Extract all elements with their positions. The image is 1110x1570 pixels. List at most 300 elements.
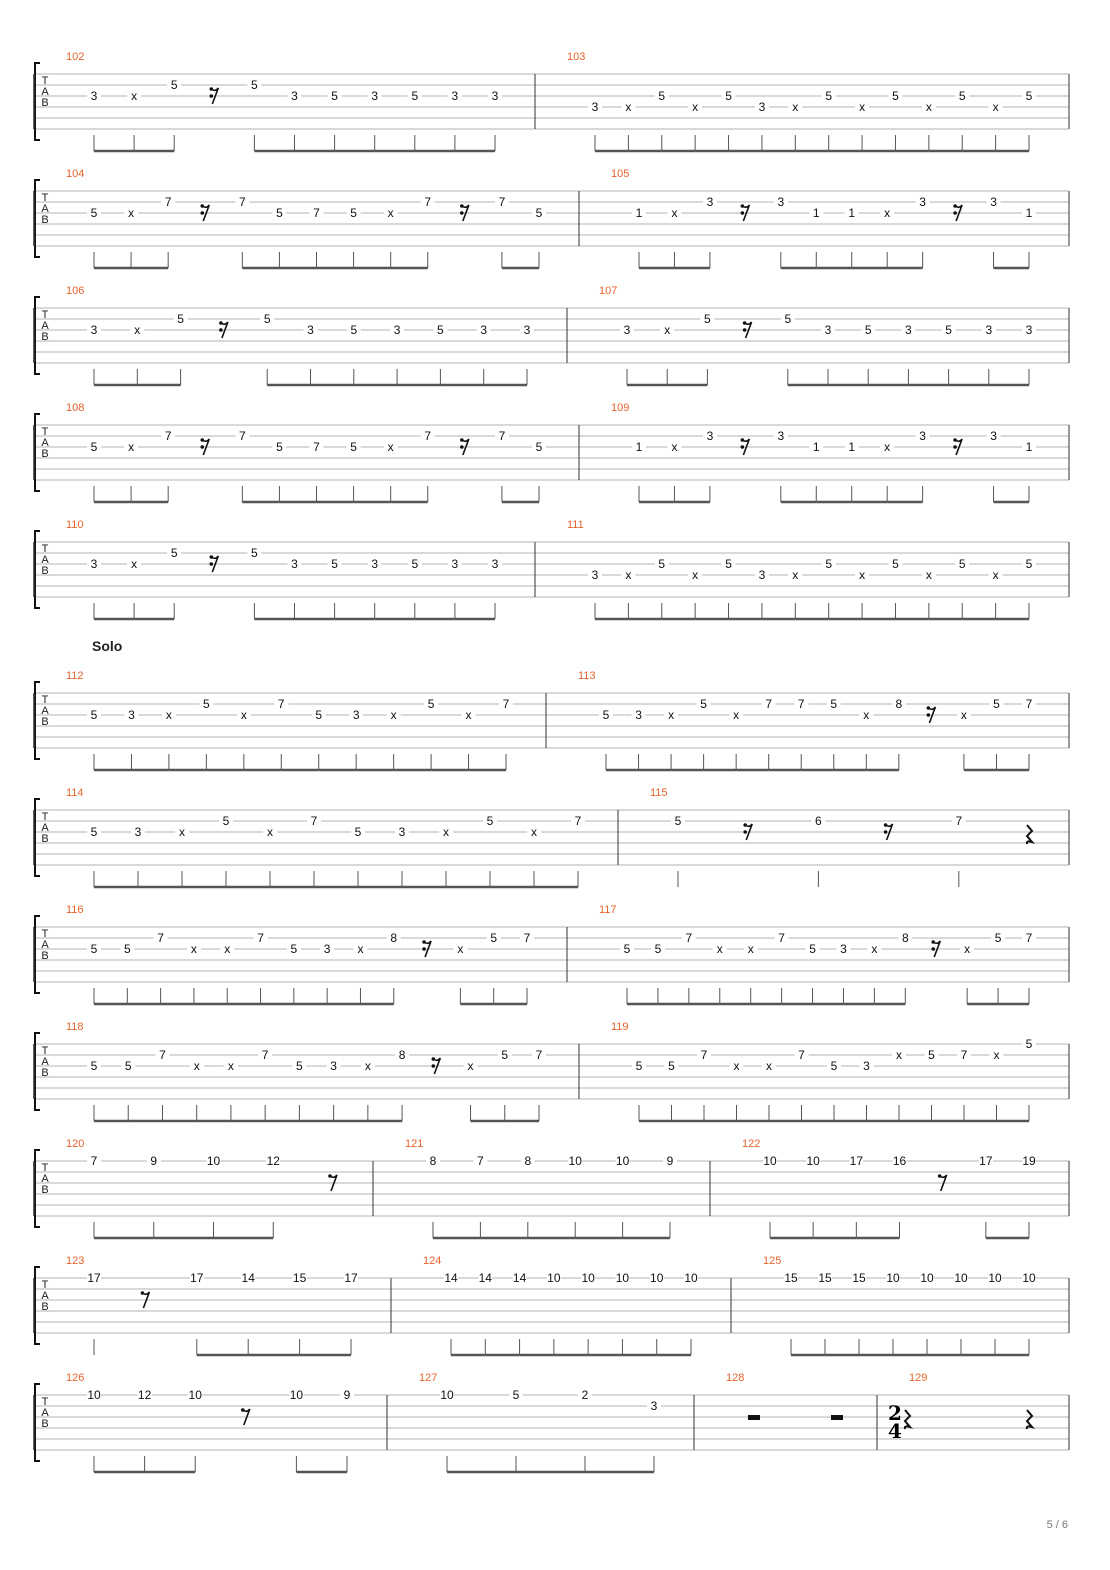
fret-number: 10 [206, 1154, 221, 1168]
fret-number: 14 [512, 1271, 527, 1285]
dead-note: x [357, 942, 364, 956]
dead-note: x [925, 100, 932, 114]
fret-number: 7 [498, 195, 506, 209]
fret-number: 5 [993, 697, 1000, 711]
fret-number: 5 [1025, 557, 1033, 571]
fret-number: 7 [90, 1154, 98, 1168]
tab-clef-letter: A [41, 1056, 49, 1068]
fret-number: 5 [674, 814, 682, 828]
fret-number: 3 [134, 825, 142, 839]
fret-number: 15 [292, 1271, 307, 1285]
measure [66, 904, 534, 1004]
fret-number: 5 [296, 1059, 303, 1073]
measure [567, 51, 1036, 151]
fret-number: 8 [398, 1048, 406, 1062]
measure [567, 519, 1036, 619]
dead-note: x [165, 708, 172, 722]
measure [888, 1372, 1032, 1443]
fret-number: 12 [137, 1388, 152, 1402]
rest-symbol-flag [953, 211, 957, 215]
fret-number: 5 [535, 440, 543, 454]
measure [66, 168, 546, 268]
fret-number: 5 [1025, 89, 1033, 103]
fret-number: 3 [90, 89, 98, 103]
fret-number: 7 [574, 814, 582, 828]
fret-number: 10 [886, 1271, 900, 1285]
dead-note: x [664, 323, 671, 337]
fret-number: 7 [424, 195, 432, 209]
tab-system [34, 1372, 1069, 1472]
fret-number: 3 [371, 89, 379, 103]
rest-symbol-head [210, 555, 214, 559]
tab-clef-letter: B [41, 833, 49, 845]
fret-number: 8 [524, 1154, 532, 1168]
fret-number: 5 [892, 557, 899, 571]
rest-symbol-head [460, 438, 464, 442]
fret-number: 5 [490, 931, 498, 945]
tab-clef-letter: T [41, 1396, 49, 1408]
fret-number: 7 [164, 195, 172, 209]
fret-number: 5 [350, 206, 357, 220]
fret-number: 7 [797, 697, 805, 711]
tab-system [34, 285, 1069, 385]
fret-number: 14 [444, 1271, 458, 1285]
dead-note: x [131, 89, 138, 103]
rest-symbol [1027, 1410, 1032, 1429]
fret-number: 5 [427, 697, 435, 711]
system-bracket [35, 799, 40, 876]
tab-system [34, 638, 1069, 770]
tab-clef-letter: B [41, 1067, 49, 1079]
fret-number: 9 [666, 1154, 674, 1168]
dead-note: x [733, 708, 740, 722]
fret-number: 3 [90, 557, 98, 571]
tab-clef-letter: A [41, 203, 49, 215]
measure-number: 103 [567, 51, 586, 63]
fret-number: 10 [684, 1271, 698, 1285]
measure-number: 128 [726, 1372, 745, 1384]
fret-number: 7 [310, 814, 318, 828]
dead-note: x [896, 1048, 902, 1062]
fret-number: 5 [203, 697, 210, 711]
fret-number: 3 [523, 323, 531, 337]
tab-clef-letter: B [41, 97, 49, 109]
rest-symbol-flag [200, 445, 204, 449]
fret-number: 3 [451, 557, 459, 571]
dead-note: x [792, 568, 799, 582]
fret-number: 1 [812, 206, 820, 220]
fret-number: 5 [263, 312, 271, 326]
fret-number: 10 [289, 1388, 304, 1402]
tab-system [34, 1255, 1069, 1355]
tab-clef-letter: A [41, 86, 49, 98]
time-signature-bottom: 4 [888, 1419, 902, 1443]
tab-clef-letter: A [41, 1290, 49, 1302]
dead-note: x [134, 323, 141, 337]
dead-note: x [128, 206, 135, 220]
fret-number: 7 [164, 429, 172, 443]
fret-number: 7 [159, 1048, 166, 1062]
tab-system [34, 1021, 1069, 1121]
section-label: Solo [92, 638, 123, 654]
tab-system [34, 51, 1069, 151]
measure [763, 1255, 1036, 1355]
rest-symbol-head [460, 204, 464, 208]
fret-number: 3 [777, 195, 785, 209]
tab-clef-letter: A [41, 437, 49, 449]
fret-number: 5 [276, 440, 283, 454]
measure-number: 107 [599, 285, 618, 297]
measure-number: 109 [611, 402, 630, 414]
fret-number: 7 [257, 931, 264, 945]
fret-number: 3 [352, 708, 360, 722]
rest-symbol-head [884, 823, 888, 827]
fret-number: 7 [238, 429, 246, 443]
system-bracket [35, 414, 40, 491]
fret-number: 5 [90, 206, 98, 220]
fret-number: 1 [848, 440, 856, 454]
tab-clef-letter: T [41, 192, 49, 204]
fret-number: 3 [824, 323, 832, 337]
dead-note: x [240, 708, 247, 722]
tab-system [34, 519, 1069, 619]
measure-number: 110 [66, 519, 84, 531]
fret-number: 10 [650, 1271, 664, 1285]
dead-note: x [863, 708, 870, 722]
fret-number: 3 [840, 942, 847, 956]
dead-note: x [692, 568, 699, 582]
measure-number: 125 [763, 1255, 782, 1267]
measure-number: 119 [611, 1021, 629, 1033]
fret-number: 5 [1025, 1037, 1033, 1051]
rest-symbol-head [328, 1174, 332, 1178]
measure-number: 124 [423, 1255, 442, 1267]
dead-note: x [267, 825, 273, 839]
fret-number: 10 [188, 1388, 202, 1402]
rest-symbol-head [938, 1174, 942, 1178]
tab-clef-letter: B [41, 331, 49, 343]
rest-symbol [831, 1415, 843, 1420]
dead-note: x [992, 100, 999, 114]
fret-number: 1 [812, 440, 820, 454]
dead-note: x [364, 1059, 371, 1073]
fret-number: 3 [706, 195, 714, 209]
dead-note: x [668, 708, 675, 722]
measure [611, 402, 1036, 502]
fret-number: 5 [864, 323, 872, 337]
measure-number: 129 [909, 1372, 928, 1384]
fret-number: 3 [480, 323, 488, 337]
fret-number: 8 [901, 931, 909, 945]
fret-number: 7 [1025, 931, 1033, 945]
dead-note: x [733, 1059, 740, 1073]
fret-number: 3 [990, 429, 997, 443]
measure [611, 168, 1036, 268]
fret-number: 16 [892, 1154, 907, 1168]
fret-number: 3 [393, 323, 401, 337]
fret-number: 10 [440, 1388, 454, 1402]
rest-symbol-flag [743, 328, 747, 332]
fret-number: 5 [437, 323, 444, 337]
fret-number: 3 [330, 1059, 337, 1073]
fret-number: 5 [809, 942, 816, 956]
tab-clef-letter: T [41, 928, 49, 940]
dead-note: x [871, 942, 878, 956]
rest-symbol-head [200, 438, 204, 442]
measure-number: 112 [66, 670, 84, 682]
rest-symbol-flag [741, 211, 745, 215]
fret-number: 17 [979, 1154, 993, 1168]
measure [578, 670, 1036, 770]
measure-number: 108 [66, 402, 85, 414]
tab-system [34, 904, 1069, 1004]
fret-number: 5 [177, 312, 184, 326]
dead-note: x [671, 440, 678, 454]
fret-number: 7 [765, 697, 773, 711]
fret-number: 5 [928, 1048, 935, 1062]
rest-symbol-head [743, 823, 747, 827]
fret-number: 5 [830, 697, 838, 711]
rest-symbol-flag [422, 947, 426, 951]
fret-number: 6 [815, 814, 822, 828]
fret-number: 5 [123, 942, 131, 956]
dead-note: x [457, 942, 464, 956]
rest-symbol-head [432, 1057, 436, 1061]
dead-note: x [884, 440, 891, 454]
tab-clef-letter: B [41, 1301, 49, 1313]
fret-number: 3 [990, 195, 997, 209]
dead-note: x [179, 825, 185, 839]
tab-system [34, 1138, 1069, 1238]
dead-note: x [190, 942, 197, 956]
fret-number: 5 [830, 1059, 838, 1073]
fret-number: 17 [344, 1271, 358, 1285]
fret-number: 7 [1025, 697, 1033, 711]
tab-clef-letter: T [41, 75, 49, 87]
tab-clef-letter: T [41, 1162, 49, 1174]
fret-number: 5 [654, 942, 662, 956]
time-signature-top: 2 [888, 1401, 902, 1425]
rest-symbol-flag [927, 713, 931, 717]
dead-note: x [387, 440, 394, 454]
fret-number: 3 [985, 323, 993, 337]
tab-clef-letter: A [41, 320, 49, 332]
rest-symbol-flag [743, 830, 747, 834]
measure [611, 1021, 1036, 1121]
dead-note: x [671, 206, 678, 220]
fret-number: 8 [390, 931, 398, 945]
fret-number: 7 [960, 1048, 968, 1062]
tab-clef-letter: T [41, 811, 49, 823]
measure-number: 102 [66, 51, 85, 63]
dead-note: x [884, 206, 891, 220]
fret-number: 5 [350, 440, 357, 454]
measure [742, 1138, 1036, 1238]
measure-number: 111 [567, 519, 584, 531]
dead-note: x [992, 568, 999, 582]
rest-symbol-flag [741, 445, 745, 449]
fret-number: 3 [1025, 323, 1033, 337]
fret-number: 3 [591, 568, 599, 582]
rest-symbol-head [743, 321, 747, 325]
system-bracket [35, 180, 40, 257]
fret-number: 5 [90, 825, 98, 839]
system-bracket [35, 63, 40, 140]
rest-symbol-flag [210, 94, 214, 98]
fret-number: 5 [635, 1059, 643, 1073]
fret-number: 5 [222, 814, 230, 828]
fret-number: 14 [241, 1271, 255, 1285]
rest-symbol-flag [884, 830, 888, 834]
tab-clef-letter: A [41, 1173, 49, 1185]
tab-system [34, 168, 1069, 268]
dead-note: x [387, 206, 394, 220]
dead-note: x [625, 568, 632, 582]
fret-number: 10 [920, 1271, 934, 1285]
fret-number: 5 [170, 546, 178, 560]
tab-clef-letter: A [41, 705, 49, 717]
dead-note: x [993, 1048, 1000, 1062]
dead-note: x [467, 1059, 474, 1073]
measure [66, 402, 546, 502]
measure-number: 116 [66, 904, 84, 916]
fret-number: 7 [477, 1154, 484, 1168]
fret-number: 7 [157, 931, 164, 945]
measure-number: 120 [66, 1138, 85, 1150]
fret-number: 8 [895, 697, 903, 711]
measure [423, 1255, 698, 1355]
dead-note: x [390, 708, 397, 722]
dead-note: x [692, 100, 699, 114]
rest-symbol-head [953, 204, 957, 208]
fret-number: 10 [615, 1271, 630, 1285]
rest-symbol-head [422, 940, 426, 944]
fret-number: 5 [994, 931, 1002, 945]
fret-number: 5 [411, 557, 419, 571]
fret-number: 3 [777, 429, 785, 443]
dead-note: x [128, 440, 135, 454]
fret-number: 10 [954, 1271, 968, 1285]
fret-number: 7 [798, 1048, 805, 1062]
fret-number: 3 [371, 557, 379, 571]
fret-number: 1 [1025, 440, 1033, 454]
fret-number: 5 [602, 708, 610, 722]
system-bracket [35, 682, 40, 759]
fret-number: 7 [685, 931, 693, 945]
fret-number: 5 [90, 708, 98, 722]
fret-number: 5 [251, 546, 258, 560]
fret-number: 5 [784, 312, 792, 326]
fret-number: 3 [128, 708, 135, 722]
dead-note: x [465, 708, 472, 722]
rest-symbol [905, 1410, 910, 1429]
fret-number: 19 [1022, 1154, 1036, 1168]
fret-number: 10 [581, 1271, 595, 1285]
system-bracket [35, 1384, 40, 1461]
fret-number: 5 [658, 557, 666, 571]
fret-number: 5 [331, 89, 338, 103]
fret-number: 3 [706, 429, 714, 443]
fret-number: 7 [955, 814, 963, 828]
measure-number: 115 [650, 787, 668, 799]
tab-clef-letter: B [41, 950, 49, 962]
fret-number: 5 [90, 942, 98, 956]
fret-number: 2 [581, 1388, 589, 1402]
fret-number: 5 [331, 557, 338, 571]
fret-number: 3 [919, 195, 926, 209]
measure-number: 113 [578, 670, 596, 682]
tab-system [34, 787, 1069, 887]
fret-number: 15 [818, 1271, 832, 1285]
fret-number: 7 [502, 697, 510, 711]
dead-note: x [747, 942, 754, 956]
fret-number: 17 [190, 1271, 204, 1285]
measure [66, 51, 502, 151]
measure [66, 1372, 354, 1472]
rest-symbol-head [141, 1291, 145, 1295]
rest-symbol-head [741, 438, 745, 442]
rest-symbol-flag [953, 445, 957, 449]
fret-number: 5 [90, 440, 98, 454]
tab-clef-letter: B [41, 214, 49, 226]
measure-number: 122 [742, 1138, 761, 1150]
measure [66, 519, 502, 619]
dead-note: x [443, 825, 449, 839]
fret-number: 3 [90, 323, 98, 337]
fret-number: 5 [658, 89, 666, 103]
fret-number: 5 [704, 312, 711, 326]
dead-note: x [625, 100, 632, 114]
fret-number: 5 [486, 814, 494, 828]
system-bracket [35, 916, 40, 993]
fret-number: 17 [849, 1154, 864, 1168]
rest-symbol-flag [219, 328, 223, 332]
fret-number: 5 [90, 1059, 98, 1073]
fret-number: 10 [988, 1271, 1002, 1285]
fret-number: 3 [398, 825, 406, 839]
measure-number: 114 [66, 787, 84, 799]
fret-number: 5 [501, 1048, 509, 1062]
tab-clef-letter: B [41, 1184, 49, 1196]
fret-number: 1 [635, 206, 643, 220]
measure-number: 117 [599, 904, 617, 916]
measure-number: 127 [419, 1372, 438, 1384]
tab-clef-letter: B [41, 448, 49, 460]
fret-number: 7 [523, 931, 531, 945]
fret-number: 3 [591, 100, 599, 114]
rest-symbol-head [200, 204, 204, 208]
measure-number: 121 [405, 1138, 424, 1150]
fret-number: 3 [650, 1399, 658, 1413]
measure-number: 123 [66, 1255, 85, 1267]
fret-number: 5 [945, 323, 952, 337]
fret-number: 3 [758, 100, 766, 114]
tab-clef-letter: T [41, 309, 49, 321]
dead-note: x [766, 1059, 772, 1073]
dead-note: x [960, 708, 967, 722]
fret-number: 5 [700, 697, 707, 711]
fret-number: 7 [424, 429, 432, 443]
measure [66, 1255, 358, 1355]
fret-number: 5 [668, 1059, 675, 1073]
page-number: 5 / 6 [1046, 1519, 1068, 1531]
fret-number: 5 [354, 825, 362, 839]
fret-number: 3 [863, 1059, 870, 1073]
fret-number: 10 [806, 1154, 820, 1168]
fret-number: 3 [323, 942, 331, 956]
fret-number: 1 [635, 440, 643, 454]
fret-number: 3 [635, 708, 642, 722]
